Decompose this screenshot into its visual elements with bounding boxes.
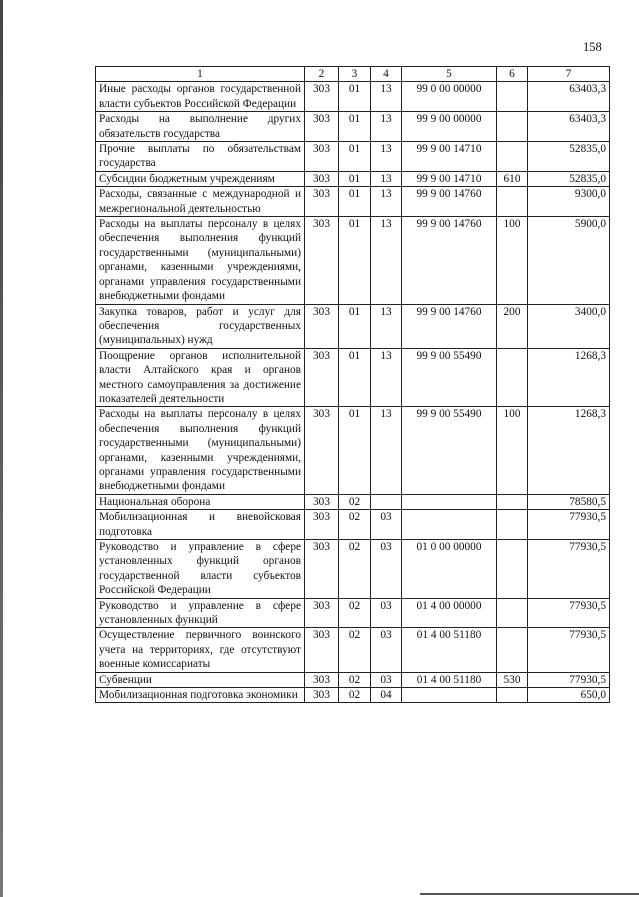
subsection-code-cell: 03 xyxy=(371,598,402,628)
ministry-code-cell: 303 xyxy=(305,688,339,703)
target-article-cell: 99 9 00 55490 xyxy=(402,407,497,494)
expense-name-cell: Расходы на выплаты персоналу в целях обеспечения выполнения функций государственными (муниципальными) органами, казенными учреждениями, органами управления государственными внебюджетными фондами xyxy=(96,407,305,494)
amount-cell: 5900,0 xyxy=(528,217,610,304)
header-cell: 2 xyxy=(305,67,339,82)
amount-cell: 77930,5 xyxy=(528,628,610,672)
table-row xyxy=(96,494,610,509)
table-row xyxy=(96,688,610,703)
ministry-code-cell: 303 xyxy=(305,217,339,304)
target-article-cell xyxy=(402,510,497,540)
expense-name-cell: Расходы на выплаты персоналу в целях обеспечения выполнения функций государственными (муниципальными) органами, казенными учреждениями, органами управления государственными внебюджетными фондами xyxy=(96,217,305,304)
section-code-cell: 02 xyxy=(339,510,371,540)
section-code-cell: 01 xyxy=(339,171,371,186)
section-code-cell: 02 xyxy=(339,672,371,687)
section-code-cell: 02 xyxy=(339,494,371,509)
subsection-code-cell: 13 xyxy=(371,112,402,142)
target-article-cell: 01 0 00 00000 xyxy=(402,540,497,599)
subsection-code-cell: 03 xyxy=(371,510,402,540)
expense-type-cell xyxy=(497,142,528,172)
scan-left-edge xyxy=(0,0,3,897)
subsection-code-cell: 03 xyxy=(371,628,402,672)
header-cell: 4 xyxy=(371,67,402,82)
table-row xyxy=(96,672,610,687)
expense-type-cell xyxy=(497,510,528,540)
target-article-cell: 99 9 00 14760 xyxy=(402,304,497,348)
expense-type-cell xyxy=(497,348,528,407)
section-code-cell: 01 xyxy=(339,407,371,494)
amount-cell: 9300,0 xyxy=(528,187,610,217)
expense-type-cell: 100 xyxy=(497,217,528,304)
ministry-code-cell: 303 xyxy=(305,171,339,186)
expense-name-cell: Руководство и управление в сфере установленных функций xyxy=(96,598,305,628)
target-article-cell: 99 9 00 55490 xyxy=(402,348,497,407)
expense-name-cell: Мобилизационная подготовка экономики xyxy=(96,688,305,703)
table-row xyxy=(96,142,610,172)
ministry-code-cell: 303 xyxy=(305,142,339,172)
header-cell: 3 xyxy=(339,67,371,82)
expense-type-cell: 100 xyxy=(497,407,528,494)
subsection-code-cell: 13 xyxy=(371,142,402,172)
table-row xyxy=(96,628,610,672)
table-row xyxy=(96,187,610,217)
target-article-cell: 01 4 00 00000 xyxy=(402,598,497,628)
amount-cell: 77930,5 xyxy=(528,510,610,540)
section-code-cell: 02 xyxy=(339,540,371,599)
target-article-cell: 99 9 00 00000 xyxy=(402,112,497,142)
subsection-code-cell: 13 xyxy=(371,187,402,217)
ministry-code-cell: 303 xyxy=(305,348,339,407)
amount-cell: 78580,5 xyxy=(528,494,610,509)
target-article-cell: 99 9 00 14760 xyxy=(402,187,497,217)
table-row xyxy=(96,348,610,407)
ministry-code-cell: 303 xyxy=(305,510,339,540)
table-row xyxy=(96,171,610,186)
amount-cell: 63403,3 xyxy=(528,82,610,112)
section-code-cell: 02 xyxy=(339,598,371,628)
ministry-code-cell: 303 xyxy=(305,407,339,494)
expense-name-cell: Поощрение органов исполнительной власти Алтайского края и органов местного самоуправления за достижение показателей деятельности xyxy=(96,348,305,407)
expense-type-cell xyxy=(497,112,528,142)
expense-name-cell: Мобилизационная и вневойсковая подготовка xyxy=(96,510,305,540)
subsection-code-cell: 13 xyxy=(371,348,402,407)
subsection-code-cell: 13 xyxy=(371,171,402,186)
target-article-cell: 01 4 00 51180 xyxy=(402,672,497,687)
target-article-cell xyxy=(402,494,497,509)
expense-type-cell: 610 xyxy=(497,171,528,186)
section-code-cell: 01 xyxy=(339,112,371,142)
header-cell: 5 xyxy=(402,67,497,82)
section-code-cell: 01 xyxy=(339,348,371,407)
expense-type-cell xyxy=(497,540,528,599)
expense-type-cell xyxy=(497,494,528,509)
subsection-code-cell: 13 xyxy=(371,217,402,304)
expense-type-cell xyxy=(497,187,528,217)
header-cell: 6 xyxy=(497,67,528,82)
section-code-cell: 02 xyxy=(339,688,371,703)
expense-name-cell: Осуществление первичного воинского учета на территориях, где отсутствуют военные комиссариаты xyxy=(96,628,305,672)
amount-cell: 52835,0 xyxy=(528,142,610,172)
expense-name-cell: Прочие выплаты по обязательствам государства xyxy=(96,142,305,172)
table-row xyxy=(96,217,610,304)
expense-name-cell: Иные расходы органов государственной власти субъектов Российской Федерации xyxy=(96,82,305,112)
expense-name-cell: Национальная оборона xyxy=(96,494,305,509)
expense-name-cell: Руководство и управление в сфере установленных функций органов государственной власти субъектов Российской Федерации xyxy=(96,540,305,599)
expense-name-cell: Субсидии бюджетным учреждениям xyxy=(96,171,305,186)
scan-bottom-edge xyxy=(420,893,639,895)
expense-type-cell xyxy=(497,82,528,112)
budget-table xyxy=(95,66,610,703)
expense-type-cell xyxy=(497,688,528,703)
expense-name-cell: Расходы, связанные с международной и межрегиональной деятельностью xyxy=(96,187,305,217)
header-cell: 1 xyxy=(96,67,305,82)
ministry-code-cell: 303 xyxy=(305,112,339,142)
ministry-code-cell: 303 xyxy=(305,304,339,348)
ministry-code-cell: 303 xyxy=(305,82,339,112)
amount-cell: 77930,5 xyxy=(528,672,610,687)
expense-name-cell: Расходы на выполнение других обязательств государства xyxy=(96,112,305,142)
subsection-code-cell: 03 xyxy=(371,540,402,599)
ministry-code-cell: 303 xyxy=(305,540,339,599)
subsection-code-cell: 13 xyxy=(371,304,402,348)
expense-name-cell: Закупка товаров, работ и услуг для обеспечения государственных (муниципальных) нужд xyxy=(96,304,305,348)
table-row xyxy=(96,82,610,112)
amount-cell: 77930,5 xyxy=(528,598,610,628)
header-cell: 7 xyxy=(528,67,610,82)
table-row xyxy=(96,598,610,628)
target-article-cell xyxy=(402,688,497,703)
section-code-cell: 01 xyxy=(339,217,371,304)
target-article-cell: 99 9 00 14710 xyxy=(402,142,497,172)
amount-cell: 63403,3 xyxy=(528,112,610,142)
subsection-code-cell: 13 xyxy=(371,82,402,112)
amount-cell: 52835,0 xyxy=(528,171,610,186)
expense-type-cell: 530 xyxy=(497,672,528,687)
subsection-code-cell xyxy=(371,494,402,509)
table-header-row xyxy=(96,67,610,82)
ministry-code-cell: 303 xyxy=(305,598,339,628)
ministry-code-cell: 303 xyxy=(305,628,339,672)
expense-name-cell: Субвенции xyxy=(96,672,305,687)
subsection-code-cell: 04 xyxy=(371,688,402,703)
target-article-cell: 99 9 00 14710 xyxy=(402,171,497,186)
target-article-cell: 99 0 00 00000 xyxy=(402,82,497,112)
ministry-code-cell: 303 xyxy=(305,187,339,217)
expense-type-cell xyxy=(497,628,528,672)
amount-cell: 650,0 xyxy=(528,688,610,703)
table-row xyxy=(96,540,610,599)
amount-cell: 1268,3 xyxy=(528,348,610,407)
expense-type-cell: 200 xyxy=(497,304,528,348)
ministry-code-cell: 303 xyxy=(305,494,339,509)
target-article-cell: 01 4 00 51180 xyxy=(402,628,497,672)
subsection-code-cell: 03 xyxy=(371,672,402,687)
amount-cell: 1268,3 xyxy=(528,407,610,494)
section-code-cell: 02 xyxy=(339,628,371,672)
table-row xyxy=(96,304,610,348)
subsection-code-cell: 13 xyxy=(371,407,402,494)
section-code-cell: 01 xyxy=(339,82,371,112)
section-code-cell: 01 xyxy=(339,187,371,217)
section-code-cell: 01 xyxy=(339,304,371,348)
amount-cell: 3400,0 xyxy=(528,304,610,348)
expense-type-cell xyxy=(497,598,528,628)
page-number: 158 xyxy=(583,40,602,54)
ministry-code-cell: 303 xyxy=(305,672,339,687)
table-row xyxy=(96,112,610,142)
amount-cell: 77930,5 xyxy=(528,540,610,599)
table-row xyxy=(96,510,610,540)
target-article-cell: 99 9 00 14760 xyxy=(402,217,497,304)
section-code-cell: 01 xyxy=(339,142,371,172)
table-row xyxy=(96,407,610,494)
